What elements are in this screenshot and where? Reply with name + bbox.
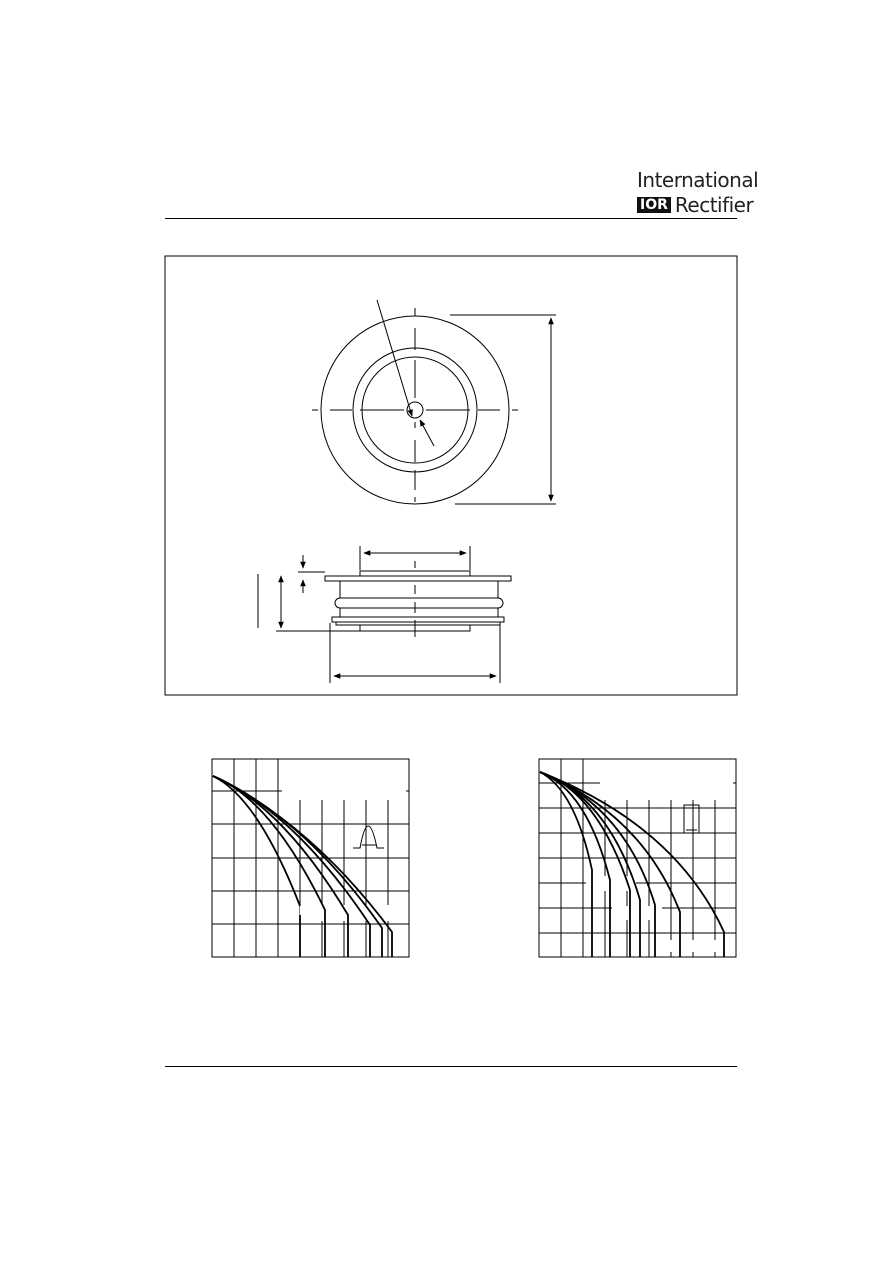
rectangular-waveform-icon	[680, 805, 703, 833]
brand-name-line1: International	[637, 168, 759, 192]
brand-rectifier-text: Rectifier	[674, 193, 754, 217]
half-sine-waveform-icon	[353, 826, 384, 848]
left-chart	[212, 759, 409, 957]
right-chart-curves	[540, 772, 724, 957]
top-view	[312, 300, 556, 504]
left-chart-curves	[213, 776, 392, 957]
outline-frame	[165, 256, 737, 695]
ior-logo-icon: IOR	[637, 197, 671, 213]
outline-drawing	[165, 256, 737, 695]
right-chart	[539, 759, 736, 957]
side-view	[258, 546, 511, 683]
gate-hole	[407, 402, 423, 418]
leader-arrow-2	[420, 420, 434, 446]
